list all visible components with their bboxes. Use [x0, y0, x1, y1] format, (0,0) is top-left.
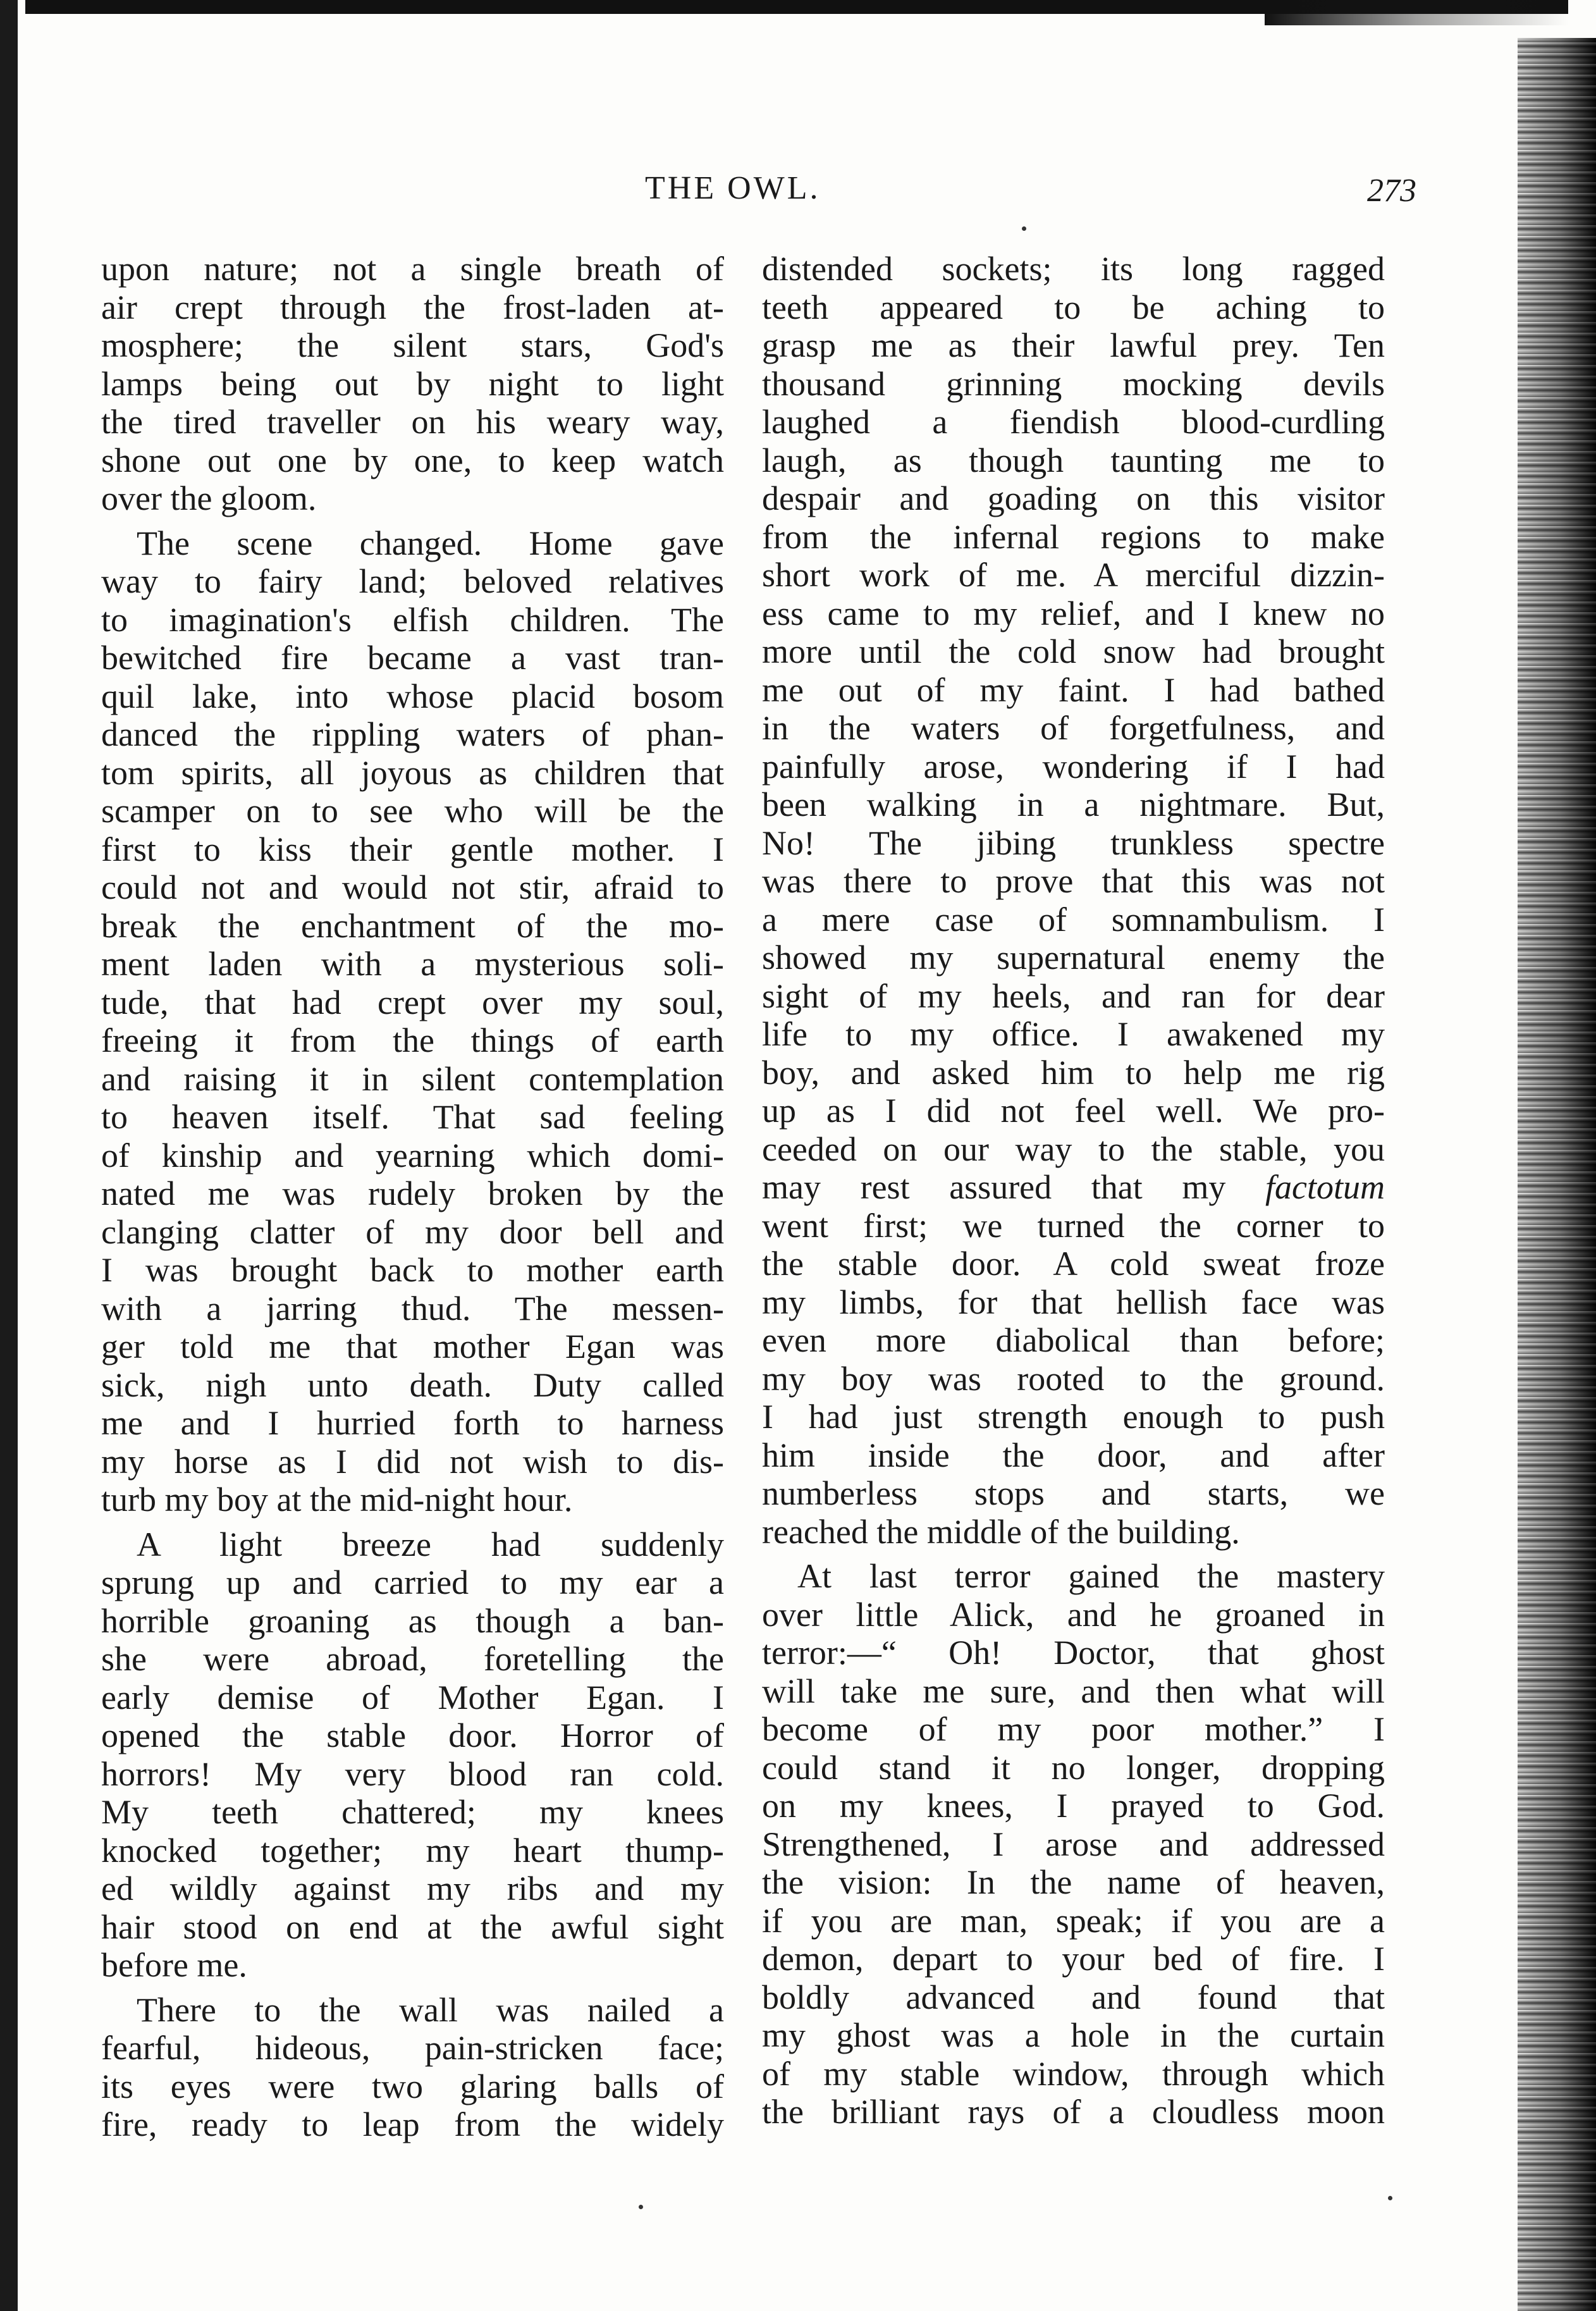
text-line: boldly advanced and found that — [762, 1978, 1385, 2016]
scan-speck — [1022, 226, 1026, 231]
text-line: tude, that had crept over my soul, — [101, 983, 724, 1021]
text-line: more until the cold snow had brought — [762, 632, 1385, 670]
text-line: clanging clatter of my door bell and — [101, 1212, 724, 1251]
text-line: will take me sure, and then what will — [762, 1672, 1385, 1710]
text-line: with a jarring thud. The messen- — [101, 1289, 724, 1328]
text-line: turb my boy at the mid-night hour. — [101, 1481, 573, 1519]
text-line-with-italic — [762, 1168, 1385, 1207]
text-line: life to my office. I awakened my — [762, 1015, 1385, 1053]
text-line: ed wildly against my ribs and my — [101, 1870, 724, 1907]
text-line: mosphere; the silent stars, God's — [101, 326, 724, 364]
scan-left-edge — [0, 0, 18, 2311]
text-line: knocked together; my heart thump- — [101, 1831, 724, 1870]
text-line: sprung up and carried to my ear a — [101, 1563, 724, 1601]
text-line: short work of me. A merciful dizzin- — [762, 556, 1385, 594]
text-line: ger told me that mother Egan was — [101, 1328, 724, 1365]
text-line: numberless stops and starts, we — [762, 1474, 1385, 1512]
text-line: its eyes were two glaring balls of — [101, 2067, 724, 2105]
text-line: my boy was rooted to the ground. — [762, 1359, 1385, 1398]
text-line: fire, ready to leap from the widely — [101, 2105, 724, 2143]
text-line: even more diabolical than before; — [762, 1321, 1385, 1359]
text-line: my limbs, for that hellish face was — [762, 1283, 1385, 1321]
text-line: teeth appeared to be aching to — [762, 288, 1385, 326]
text-line: horrible groaning as though a ban- — [101, 1601, 724, 1640]
text-line: horrors! My very blood ran cold. — [101, 1754, 724, 1793]
text-column-left — [101, 250, 724, 2144]
text-line: in the waters of forgetfulness, and — [762, 709, 1385, 747]
text-line: At last terror gained the mastery — [797, 1557, 1385, 1595]
page-number: 273 — [1367, 173, 1416, 209]
text-line: My teeth chattered; my knees — [101, 1793, 724, 1831]
text-line: distended sockets; its long ragged — [762, 250, 1385, 288]
text-line: boy, and asked him to help me rig — [762, 1053, 1385, 1092]
text-line: been walking in a nightmare. But, — [762, 786, 1385, 823]
text-line: my horse as I did not wish to dis- — [101, 1442, 724, 1481]
text-line: over the gloom. — [101, 479, 317, 517]
text-line: could not and would not stir, afraid to — [101, 868, 724, 906]
text-line: first to kiss their gentle mother. I — [101, 830, 724, 868]
text-line: danced the rippling waters of phan- — [101, 715, 724, 753]
text-line: become of my poor mother.” I — [762, 1710, 1385, 1748]
text-line: grasp me as their lawful prey. Ten — [762, 326, 1385, 364]
text-line: despair and goading on this visitor — [762, 479, 1385, 517]
text-line: ceeded on our way to the stable, you — [762, 1130, 1385, 1168]
scan-right-edge — [1518, 38, 1596, 2311]
text-line: sight of my heels, and ran for dear — [762, 977, 1385, 1015]
text-line: sick, nigh unto death. Duty called — [101, 1365, 724, 1404]
text-line: she were abroad, foretelling the — [101, 1640, 724, 1678]
text-line: went first; we turned the corner to — [762, 1206, 1385, 1245]
text-line: was there to prove that this was not — [762, 862, 1385, 900]
italic-word: factotum — [1265, 1168, 1385, 1206]
text-line: The scene changed. Home gave — [137, 524, 724, 562]
text-line: ment laden with a mysterious soli- — [101, 945, 724, 983]
text-line: quil lake, into whose placid bosom — [101, 677, 724, 715]
text-line: up as I did not feel well. We pro- — [762, 1092, 1385, 1130]
text-line: before me. — [101, 1946, 247, 1984]
text-line: me and I hurried forth to harness — [101, 1404, 724, 1442]
text-line: shone out one by one, to keep watch — [101, 441, 724, 479]
text-line: and raising it in silent contemplation — [101, 1059, 724, 1098]
text-line: me out of my faint. I had bathed — [762, 670, 1385, 709]
text-line: break the enchantment of the mo- — [101, 906, 724, 945]
text-line: thousand grinning mocking devils — [762, 364, 1385, 403]
text-line: A light breeze had suddenly — [137, 1525, 724, 1563]
text-line: of my stable window, through which — [762, 2054, 1385, 2093]
text-line: terror:—“ Oh! Doctor, that ghost — [762, 1634, 1385, 1672]
text-line: nated me was rudely broken by the — [101, 1174, 724, 1212]
page-header — [101, 169, 1416, 220]
text-line: laughed a fiendish blood-curdling — [762, 403, 1385, 441]
text-line: scamper on to see who will be the — [101, 792, 724, 830]
text-line: the tired traveller on his weary way, — [101, 403, 724, 441]
text-line: bewitched fire became a vast tran- — [101, 639, 724, 677]
text-line: There to the wall was nailed a — [137, 1990, 724, 2029]
text-line: the stable door. A cold sweat froze — [762, 1245, 1385, 1283]
scan-top-edge-fade — [1265, 0, 1568, 25]
text-line: of kinship and yearning which domi- — [101, 1136, 724, 1174]
text-line: tom spirits, all joyous as children that — [101, 753, 724, 792]
text-line: way to fairy land; beloved relatives — [101, 562, 724, 600]
text-line: showed my supernatural enemy the — [762, 939, 1385, 977]
text-line: hair stood on end at the awful sight — [101, 1907, 724, 1946]
text-line: the brilliant rays of a cloudless moon — [762, 2093, 1385, 2131]
text-line: if you are man, speak; if you are a — [762, 1901, 1385, 1940]
text-line: lamps being out by night to light — [101, 364, 724, 403]
text-line: ess came to my relief, and I knew no — [762, 594, 1385, 632]
text-line: laugh, as though taunting me to — [762, 441, 1385, 479]
text-line: to heaven itself. That sad feeling — [101, 1098, 724, 1136]
text-line: on my knees, I prayed to God. — [762, 1787, 1385, 1825]
text-line: over little Alick, and he groaned in — [762, 1595, 1385, 1634]
scan-speck — [639, 2205, 643, 2209]
text-line: demon, depart to your bed of fire. I — [762, 1940, 1385, 1978]
text-line: Strengthened, I arose and addressed — [762, 1825, 1385, 1863]
text-line: to imagination's elfish children. The — [101, 600, 724, 639]
text-line-lead: may rest assured that my — [762, 1168, 1266, 1206]
text-line: my ghost was a hole in the curtain — [762, 2016, 1385, 2054]
text-line: from the infernal regions to make — [762, 517, 1385, 556]
text-line: upon nature; not a single breath of — [101, 250, 724, 288]
text-line: fearful, hideous, pain-stricken face; — [101, 2029, 724, 2067]
text-column-right — [762, 250, 1385, 2131]
text-line: I was brought back to mother earth — [101, 1251, 724, 1289]
text-line: a mere case of somnambulism. I — [762, 900, 1385, 939]
scan-speck — [1388, 2196, 1392, 2200]
text-line: early demise of Mother Egan. I — [101, 1678, 724, 1716]
text-line: air crept through the frost-laden at- — [101, 288, 724, 326]
text-line: the vision: In the name of heaven, — [762, 1863, 1385, 1901]
running-head: THE OWL. — [645, 170, 821, 206]
text-line: opened the stable door. Horror of — [101, 1716, 724, 1754]
text-line: painfully arose, wondering if I had — [762, 747, 1385, 786]
text-line: could stand it no longer, dropping — [762, 1748, 1385, 1787]
text-line: freeing it from the things of earth — [101, 1021, 724, 1059]
text-line: him inside the door, and after — [762, 1436, 1385, 1474]
text-line: I had just strength enough to push — [762, 1398, 1385, 1436]
text-line: No! The jibing trunkless spectre — [762, 823, 1385, 862]
text-line: reached the middle of the building. — [762, 1512, 1240, 1551]
